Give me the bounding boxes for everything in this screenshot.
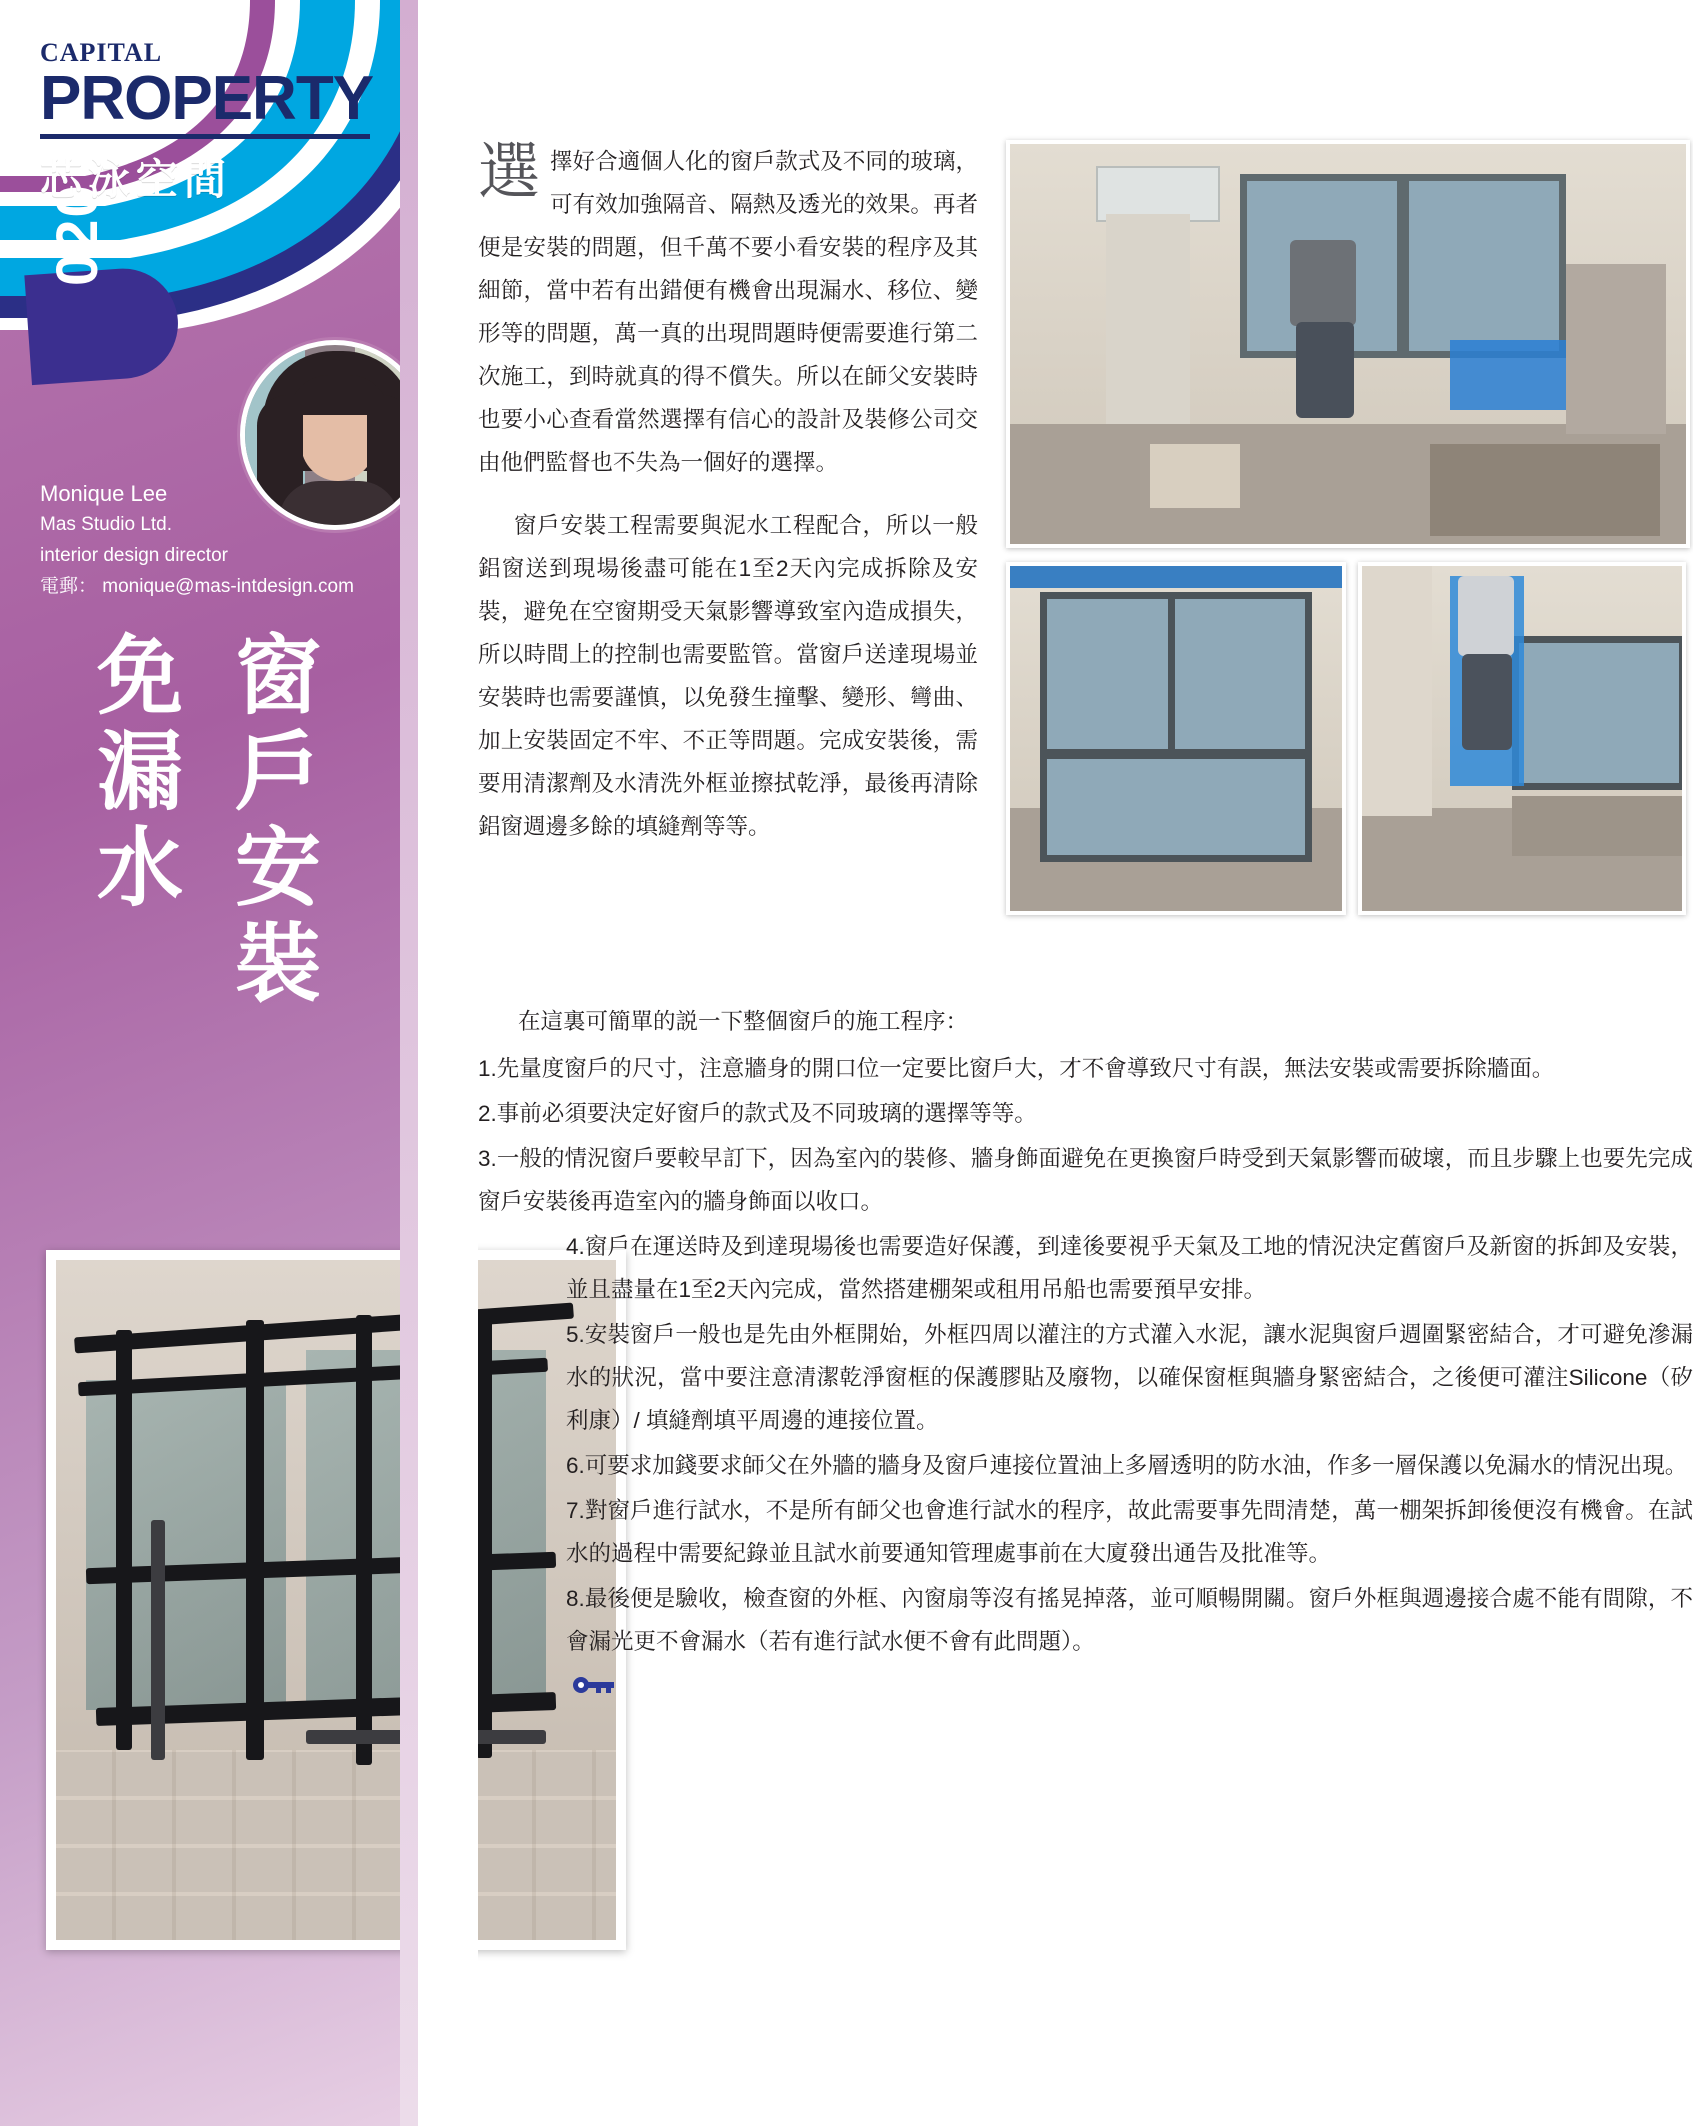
list-item [566,1225,1693,1311]
photo-window-frame-installed [1006,562,1346,915]
photo-box [1150,444,1240,508]
article-paragraph-2: 窗戶安裝工程需要與泥水工程配合，所以一般鋁窗送到現場後盡可能在1至2天內完成拆除及安裝，避免在空窗期受天氣影響導致室內造成損失，所以時間上的控制也需要監管。當窗戶送達現場並安裝時也需要謹慎，以免發生撞擊、變形、彎曲、加上安裝固定不牢、不正等問題。完成安裝後，需要用清潔劑及水清洗外框並擦拭乾淨，最後再清除鋁窗週邊多餘的填縫劑等等。 [478,513,978,839]
list-item [566,1577,1693,1706]
list-item [478,1092,1693,1135]
photo-rubble [1430,444,1660,536]
article-paragraph-1-text: 擇好合適個人化的窗戶款式及不同的玻璃，可有效加強隔音、隔熱及透光的效果。再者便是安裝的問題，但千萬不要小看安裝的程序及其細節，當中若有出錯便有機會出現漏水、移位、變形等的問題，萬一真的出現問題時便需要進行第二次施工，到時就真的得不償失。所以在師父安裝時也要小心查看當然選擇有信心的設計及裝修公司交由他們監督也不失為一個好的選擇。 [478,149,978,475]
steps-lead: 在這裏可簡單的説一下整個窗戶的施工程序： [518,1009,969,1034]
photo-room-window-demolition [1006,140,1690,548]
photo-worker-upper [1458,576,1514,656]
step-8-text: 8.最後便是驗收，檢查窗的外框、內窗扇等沒有搖晃掉落，並可順暢開關。窗戶外框與週邊接合處不能有間隙，不會漏光更不會漏水（若有進行試水便不會有此問題）。 [566,1586,1693,1654]
author-email: 電郵： monique@mas-intdesign.com [40,576,354,597]
photo-water-heater [1106,214,1190,424]
list-item [478,1047,1693,1090]
photo-worker-covering-window [1358,562,1686,915]
author-byline [40,478,410,602]
photo-frame-post-5 [151,1520,165,1760]
step-7-text: 7.對窗戶進行試水，不是所有師父也會進行試水的程序，故此需要事先問清楚，萬一棚架拆卸後便沒有機會。在試水的過程中需要紀錄並且試水前要通知管理處事前在大廈發出通告及批准等。 [566,1498,1693,1566]
step-1-text: 1.先量度窗戶的尺寸，注意牆身的開口位一定要比窗戶大，才不會導致尺寸有誤，無法安裝或需要拆除牆面。 [478,1056,1555,1081]
list-item [478,1137,1693,1223]
left-sidebar [0,0,418,2126]
photo-window-pane-right [1168,592,1312,756]
article-content [478,0,1693,2126]
article-paragraph-1 [478,140,978,484]
logo-chinese-text: 芯泳空間 [40,156,233,203]
photo-debris [1512,796,1682,856]
logo-capital-text: CAPITAL [40,38,163,67]
photo-frame-post-3 [356,1315,372,1765]
photo-debris-right [1566,264,1666,434]
masthead-logo [40,38,400,207]
steps-list [478,1047,1693,1706]
photo-worker-lower [1462,654,1512,750]
photo-blue-tarp [1010,566,1342,588]
list-item [566,1444,1693,1487]
photo-worker-torso [1290,240,1356,326]
headline-line-left: 免漏水 [84,630,180,918]
photo-window-right [1402,174,1566,358]
sidebar-edge-gradient [400,0,420,2126]
step-2-text: 2.事前必須要決定好窗戶的款式及不同玻璃的選擇等等。 [478,1101,1037,1126]
sidebar-white-gutter [418,0,478,2126]
drop-cap: 選 [478,139,541,207]
photo-frame-post-2 [246,1320,264,1760]
photo-row-bottom [1006,562,1690,915]
article-column-left [478,140,978,868]
list-item [566,1313,1693,1442]
page-number: 020 [45,183,110,286]
photo-frame-post-1 [116,1330,132,1750]
page-bottom-margin [418,2006,1693,2126]
photo-window [1512,636,1686,790]
article-steps [478,1000,1693,1708]
list-item [566,1489,1693,1575]
step-5-text: 5.安裝窗戶一般也是先由外框開始，外框四周以灌注的方式灌入水泥，讓水泥與窗戶週圍緊密結合，才可避免滲漏水的狀況，當中要注意清潔乾淨窗框的保護膠貼及廢物，以確保窗框與牆身緊密結合，之後便可灌注Silicone（矽利康）/ 填縫劑填平周邊的連接位置。 [566,1322,1693,1433]
photo-window-pane-left [1040,592,1176,756]
headline-line-right: 窗戶安裝 [222,630,318,1014]
photo-worker-legs [1296,322,1354,418]
page-title [70,630,332,1090]
author-name: Monique Lee [40,481,168,506]
photo-wall-column [1362,566,1432,816]
logo-divider [40,134,370,139]
step-3-text: 3.一般的情況窗戶要較早訂下，因為室內的裝修、牆身飾面避免在更換窗戶時受到天氣影響而破壞，而且步驟上也要先完成窗戶安裝後再造室內的牆身飾面以收口。 [478,1146,1693,1214]
author-title: interior design director [40,545,228,566]
photo-window-lower [1040,752,1312,862]
step-4-text: 4.窗戶在運送時及到達現場後也需要造好保護，到達後要視乎天氣及工地的情況決定舊窗戶及新窗的拆卸及安裝，並且盡量在1至2天內完成，當然搭建棚架或租用吊船也需要預早安排。 [566,1234,1693,1302]
key-icon [572,1666,618,1686]
step-6-text: 6.可要求加錢要求師父在外牆的牆身及窗戶連接位置油上多層透明的防水油，作多一層保護以免漏水的情況出現。 [566,1453,1688,1478]
logo-property-text: PROPERTY [40,64,374,133]
photo-group-top [1006,140,1690,915]
author-company: Mas Studio Ltd. [40,514,173,535]
